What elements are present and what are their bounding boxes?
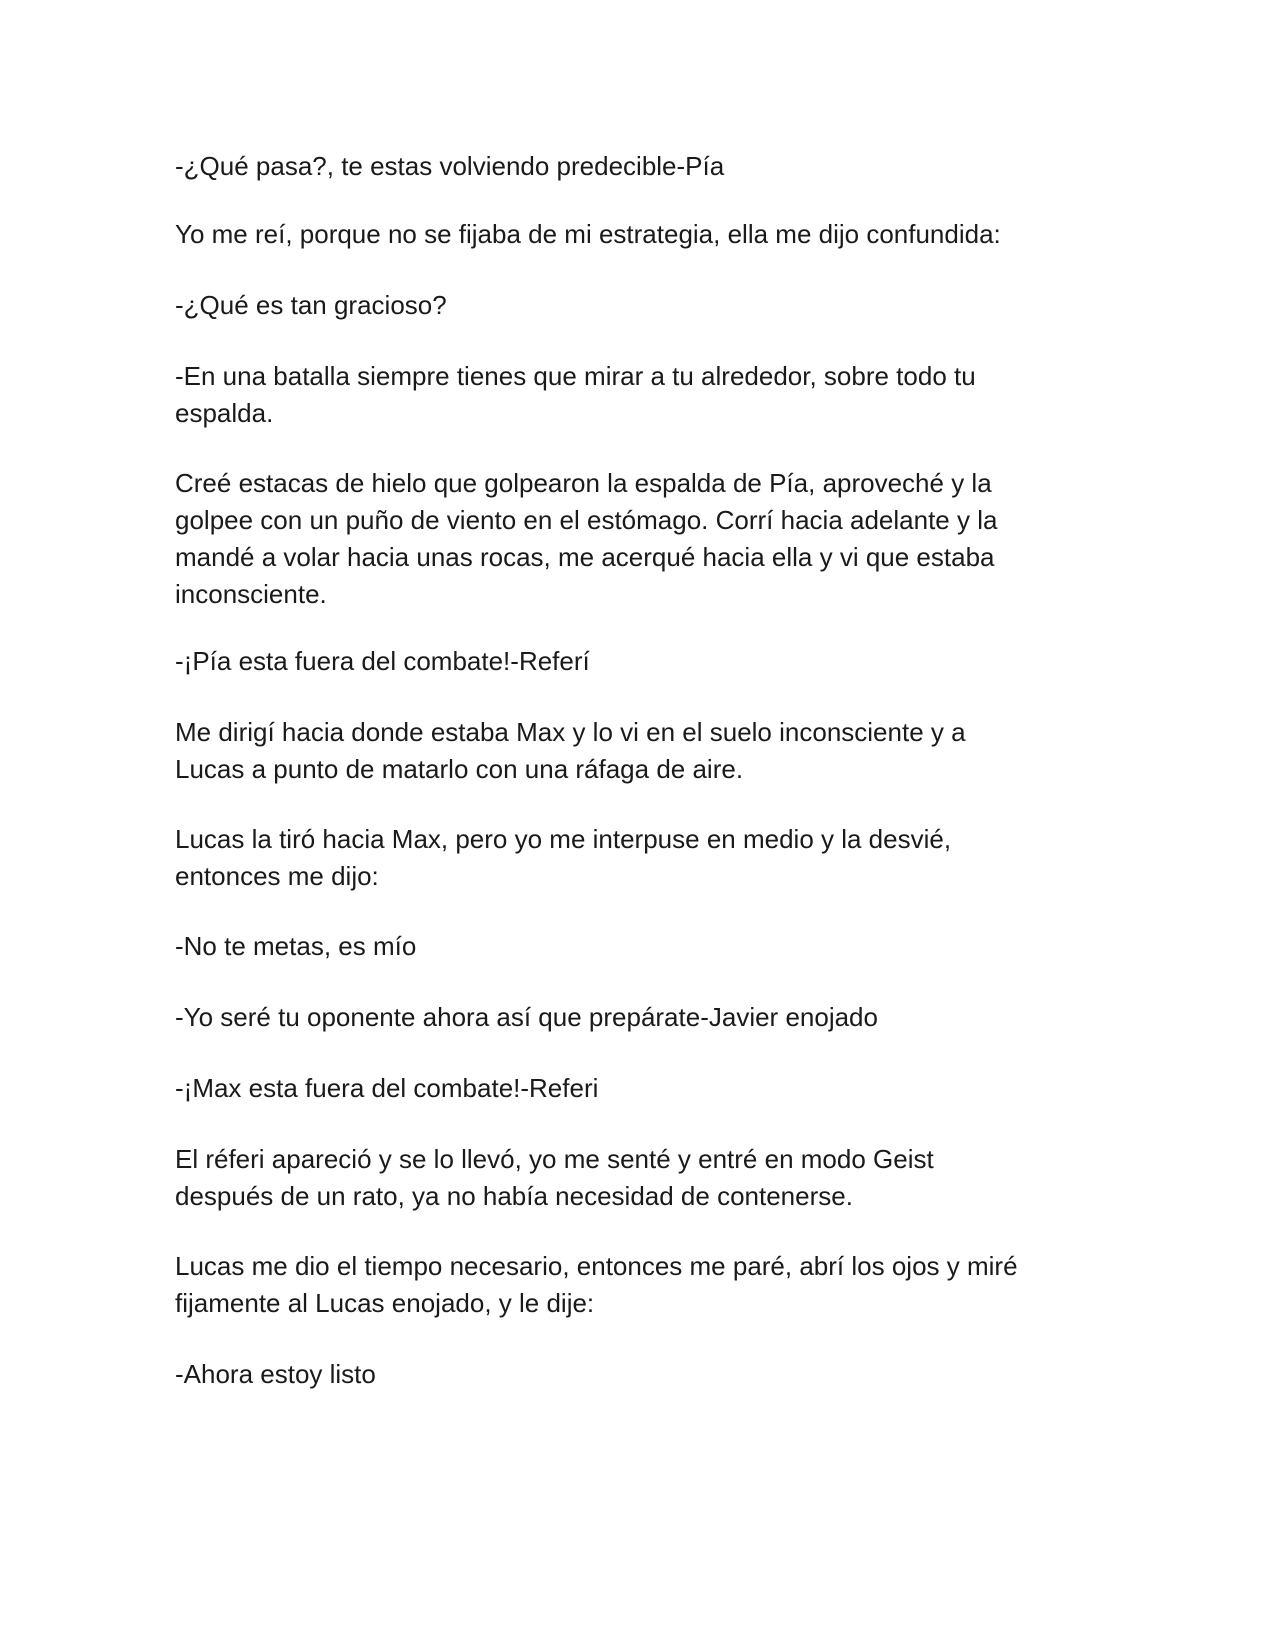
- text-line: -¿Qué pasa?, te estas volviendo predecible-Pía: [175, 151, 725, 181]
- text-line: Yo me reí, porque no se fijaba de mi estrategia, ella me dijo confundida:: [175, 219, 1001, 249]
- paragraph-7: [175, 714, 1095, 788]
- text-line: Lucas la tiró hacia Max, pero yo me interpuse en medio y la desvié,: [175, 824, 952, 854]
- text-line: El réferi apareció y se lo llevó, yo me senté y entré en modo Geist: [175, 1144, 934, 1174]
- text-line: -¡Pía esta fuera del combate!-Referí: [175, 646, 590, 676]
- paragraph-14: [175, 1356, 1095, 1393]
- paragraph-8: [175, 821, 1095, 895]
- text-line: Lucas a punto de matarlo con una ráfaga de aire.: [175, 754, 744, 784]
- text-line: Me dirigí hacia donde estaba Max y lo vi en el suelo inconsciente y a: [175, 717, 966, 747]
- paragraph-6: [175, 643, 1095, 680]
- text-line: -No te metas, es mío: [175, 931, 417, 961]
- paragraph-5: [175, 465, 1095, 613]
- text-line: fijamente al Lucas enojado, y le dije:: [175, 1288, 595, 1318]
- paragraph-10: [175, 999, 1095, 1036]
- paragraph-4: [175, 358, 1095, 432]
- text-line: -En una batalla siempre tienes que mirar a tu alrededor, sobre todo tu: [175, 361, 976, 391]
- text-line: Lucas me dio el tiempo necesario, entonces me paré, abrí los ojos y miré: [175, 1251, 1018, 1281]
- paragraph-11: [175, 1070, 1095, 1107]
- paragraph-13: [175, 1248, 1095, 1322]
- text-line: después de un rato, ya no había necesidad de contenerse.: [175, 1181, 853, 1211]
- text-line: golpee con un puño de viento en el estómago. Corrí hacia adelante y la: [175, 505, 998, 535]
- paragraph-3: [175, 287, 1095, 324]
- paragraph-1: [175, 148, 1095, 185]
- paragraph-2: [175, 216, 1095, 253]
- text-line: inconsciente.: [175, 579, 327, 609]
- paragraph-9: [175, 928, 1095, 965]
- text-line: Creé estacas de hielo que golpearon la espalda de Pía, aproveché y la: [175, 468, 992, 498]
- text-line: -¿Qué es tan gracioso?: [175, 290, 447, 320]
- text-line: -Ahora estoy listo: [175, 1359, 376, 1389]
- text-line: espalda.: [175, 398, 274, 428]
- paragraph-12: [175, 1141, 1095, 1215]
- text-line: -¡Max esta fuera del combate!-Referi: [175, 1073, 599, 1103]
- text-line: -Yo seré tu oponente ahora así que prepárate-Javier enojado: [175, 1002, 878, 1032]
- text-line: mandé a volar hacia unas rocas, me acerqué hacia ella y vi que estaba: [175, 542, 995, 572]
- text-line: entonces me dijo:: [175, 861, 379, 891]
